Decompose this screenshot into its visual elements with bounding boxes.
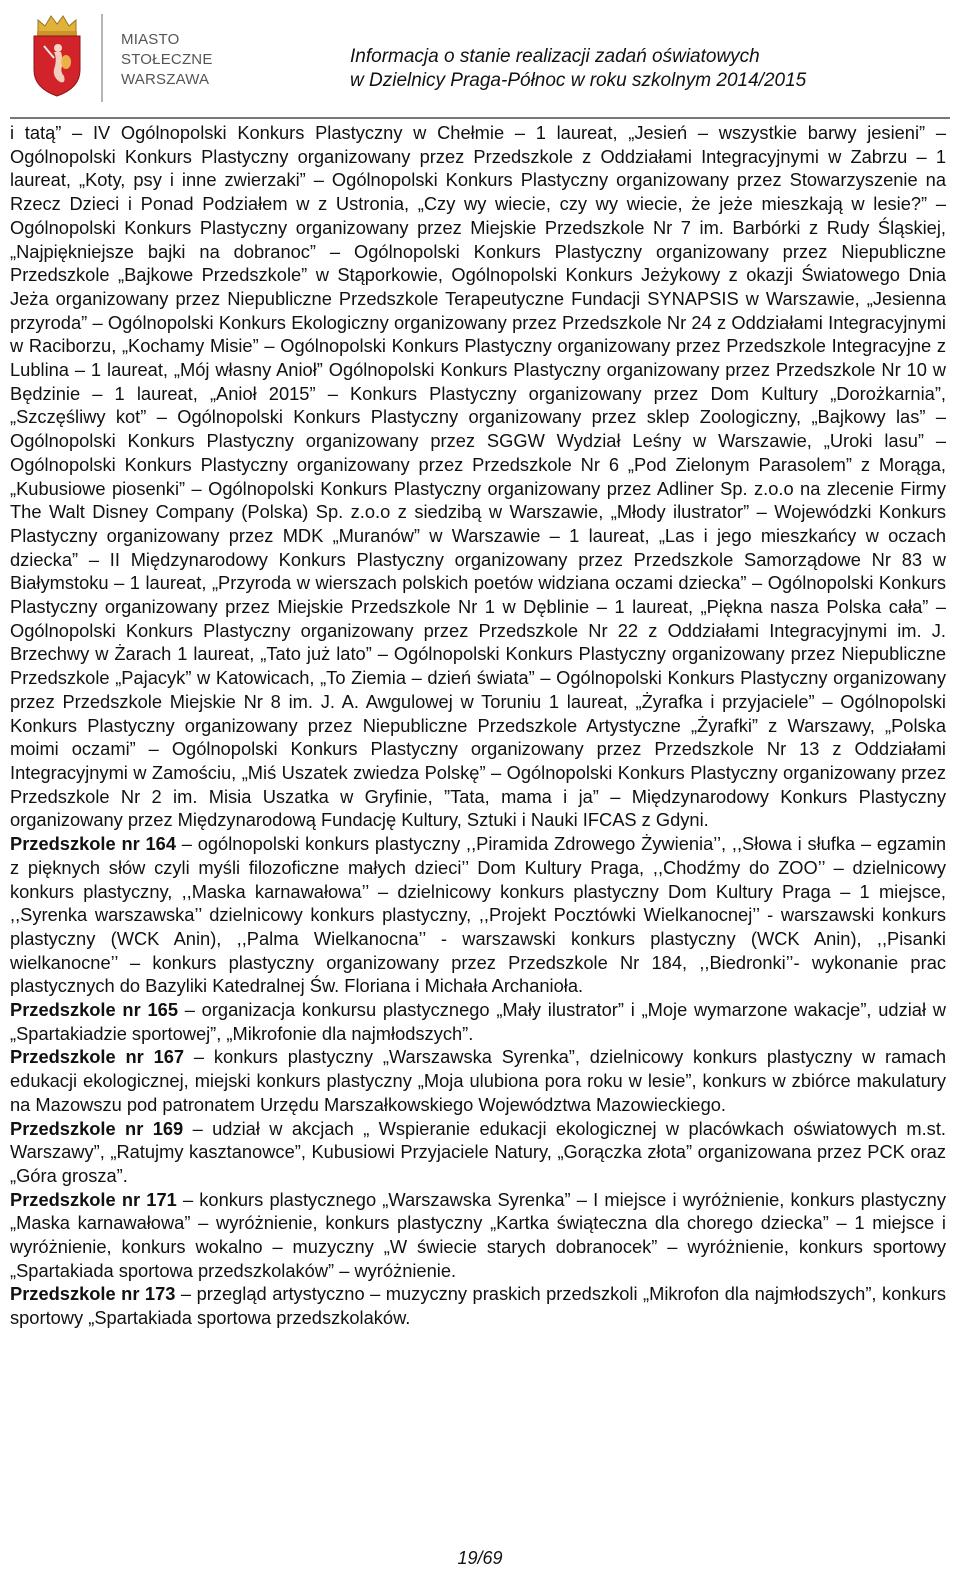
paragraph-preschool-165	[10, 998, 946, 1045]
preschool-label: Przedszkole nr 167	[10, 1046, 185, 1068]
header-divider	[101, 14, 103, 102]
document-body	[10, 121, 946, 1330]
paragraph-text: – udział w akcjach „ Wspieranie edukacji ekologicznej w placówkach oświatowych m.st. Warszawy”, „Ratujmy kasztanowce”, Kubusiowi Przyjaciele Natury, „Gorączka złota” organizowana przez PCK oraz „Góra grosza”.	[10, 1117, 946, 1186]
paragraph-text: – konkurs plastyczny „Warszawska Syrenka”, dzielnicowy konkurs plastyczny w ramach edukacji ekologicznej, miejski konkurs plastyczny „Moja ulubiona pora roku w lesie”, konkurs w zbiórce makulatury na Mazowszu pod patronatem Urzędu Marszałkowskiego Województwa Mazowieckiego.	[10, 1046, 946, 1115]
document-title	[350, 45, 830, 93]
paragraph-preschool-167	[10, 1045, 946, 1116]
warsaw-crest-logo	[30, 12, 84, 98]
header-rule	[10, 117, 950, 119]
paragraph-preschool-164	[10, 832, 946, 998]
page-number: 19/69	[457, 1548, 503, 1568]
logo-line: WARSZAWA	[121, 71, 210, 88]
paragraph-preschool-171	[10, 1188, 946, 1283]
paragraph-text: – konkurs plastycznego „Warszawska Syrenka” – I miejsce i wyróżnienie, konkurs plastyczny „Maska karnawałowa” – wyróżnienie, konkurs plastyczny „Kartka świąteczna dla chorego dziecka” – 1 miejsce i wyróżnienie, konkurs wokalno – muzyczny „W świecie starych dobranocek” – wyróżnienie, konkurs sportowy „Spartakiada sportowa przedszkolaków” – wyróżnienie.	[10, 1188, 946, 1281]
title-line-1: Informacja o stanie realizacji zadań oświatowych	[350, 46, 760, 67]
preschool-label: Przedszkole nr 164	[10, 833, 176, 855]
paragraph-preschool-169	[10, 1117, 946, 1188]
paragraph-continuation: i tatą” – IV Ogólnopolski Konkurs Plastyczny w Chełmie – 1 laureat, „Jesień – wszystkie barwy jesieni” – Ogólnopolski Konkurs Plastyczny organizowany przez Przedszkole z Oddziałami Integracyjnymi w Zabrzu – 1 laureat, „Koty, psy i inne zwierzaki” – Ogólnopolski Konkurs Plastyczny organizowany przez Stowarzyszenie na Rzecz Dzieci i Ponad Podziałem w z Ustronia, „Czy wy wiecie, czy wy wiecie, że jeże mieszkają w lesie?” – Ogólnopolski Konkurs Plastyczny organizowany przez Miejskie Przedszkole Nr 7 im. Barbórki z Rudy Śląskiej, „Najpiękniejsze bajki na dobranoc” – Ogólnopolski Konkurs Plastyczny organizowany przez Niepubliczne Przedszkole „Bajkowe Przedszkole” w Stąporkowie, Ogólnopolski Konkurs Jeżykowy z okazji Światowego Dnia Jeża organizowany przez Niepubliczne Przedszkole Terapeutyczne Fundacji SYNAPSIS w Warszawie, „Jesienna przyroda” – Ogólnopolski Konkurs Ekologiczny organizowany przez Przedszkole Nr 24 z Oddziałami Integracyjnymi w Raciborzu, „Kochamy Misie” – Ogólnopolski Konkurs Plastyczny organizowany przez Przedszkole Integracyjne z Lublina – 1 laureat, „Mój własny Anioł” Ogólnopolski Konkurs Plastyczny organizowany przez Przedszkole Nr 10 w Będzinie – 1 laureat, „Anioł 2015” – Konkurs Plastyczny organizowany przez Dom Kultury „Dorożkarnia”, „Szczęśliwy kot” – Ogólnopolski Konkurs Plastyczny organizowany przez sklep Zoologiczny, „Bajkowy las” – Ogólnopolski Konkurs Plastyczny organizowany przez SGGW Wydział Leśny w Warszawie, „Uroki lasu” – Ogólnopolski Konkurs Plastyczny organizowany przez Przedszkole Nr 6 „Pod Zielonym Parasolem” z Morąga, „Kubusiowe piosenki” – Ogólnopolski Konkurs Plastyczny organizowany przez Adliner Sp. z.o.o na zlecenie Firmy The Walt Disney Company (Polska) Sp. z.o.o z siedzibą w Warszawie, „Młody ilustrator” – Wojewódzki Konkurs Plastyczny organizowany przez MDK „Muranów” w Warszawie – 1 laureat, „Las i jego mieszkańcy w oczach dziecka” – II Międzynarodowy Konkurs Plastyczny organizowany przez Przedszkole Samorządowe Nr 83 w Białymstoku – 1 laureat, „Przyroda w wierszach polskich poetów widziana oczami dziecka” – Ogólnopolski Konkurs Plastyczny organizowany przez Miejskie Przedszkole Nr 1 w Dęblinie – 1 laureat, „Piękna nasza Polska cała” – Ogólnopolski Konkurs Plastyczny organizowany przez Przedszkole Nr 22 z Oddziałami Integracyjnymi im. J. Brzechwy w Żarach 1 laureat, „Tato już lato” – Ogólnopolski Konkurs Plastyczny organizowany przez Niepubliczne Przedszkole „Pajacyk” w Katowicach, „To Ziemia – dzień świata” – Ogólnopolski Konkurs Plastyczny organizowany przez Przedszkole Miejskie Nr 8 im. J. A. Awgulowej w Toruniu 1 laureat, „Żyrafka i przyjaciele” – Ogólnopolski Konkurs Plastyczny organizowany przez Niepubliczne Przedszkole Artystyczne „Żyrafki” z Warszawy, „Polska moimi oczami” – Ogólnopolski Konkurs Plastyczny organizowany przez Przedszkole Nr 13 z Oddziałami Integracyjnymi w Zamościu, „Miś Uszatek zwiedza Polskę” – Ogólnopolski Konkurs Plastyczny organizowany przez Przedszkole Nr 2 im. Misia Uszatka w Gryfinie, ”Tata, mama i ja” – Międzynarodowy Konkurs Plastyczny organizowany przez Międzynarodową Fundację Kultury, Sztuki i Nauki IFCAS z Gdyni.	[10, 122, 946, 831]
preschool-label: Przedszkole nr 165	[10, 999, 178, 1021]
logo-line: MIASTO	[121, 31, 180, 48]
title-line-2: w Dzielnicy Praga-Północ w roku szkolnym 2014/2015	[350, 70, 807, 91]
paragraph-text: – organizacja konkursu plastycznego „Mały ilustrator” i „Moje wymarzone wakacje”, udział w „Spartakiadzie sportowej”, „Mikrofonie dla najmłodszych”.	[10, 999, 946, 1044]
city-logotype	[121, 30, 213, 90]
page-header	[0, 0, 960, 118]
paragraph-preschool-173	[10, 1282, 946, 1329]
preschool-label: Przedszkole nr 173	[10, 1283, 176, 1305]
logo-line: STOŁECZNE	[121, 51, 213, 68]
paragraph-text: – przegląd artystyczno – muzyczny praskich przedszkoli „Mikrofon dla najmłodszych”, konkurs sportowy „Spartakiada sportowa przedszkolaków.	[10, 1283, 946, 1329]
paragraph-text: – ogólnopolski konkurs plastyczny ,,Piramida Zdrowego Żywienia’’, ,,Słowa i słufka – egzamin z pięknych słów czyli myśli filozoficzne małych dzieci’’ Dom Kultury Praga, ,,Chodźmy do ZOO’’ – dzielnicowy konkurs plastyczny, ,,Maska karnawałowa’’ – dzielnicowy konkurs plastyczny Dom Kultury Praga – 1 miejsce, ,,Syrenka warszawska’’ dzielnicowy konkurs plastyczny, ,,Projekt Pocztówki Wielkanocnej’’ - warszawski konkurs plastyczny (WCK Anin), ,,Palma Wielkanocna’’ - warszawski konkurs plastyczny (WCK Anin), ,,Pisanki wielkanocne’’ – konkurs plastyczny organizowany przez Przedszkole Nr 184, ,,Biedronki’’- wykonanie prac plastycznych do Bazyliki Katedralnej Św. Floriana i Michała Archanioła.	[10, 833, 946, 997]
preschool-label: Przedszkole nr 169	[10, 1117, 184, 1139]
preschool-label: Przedszkole nr 171	[10, 1188, 177, 1210]
